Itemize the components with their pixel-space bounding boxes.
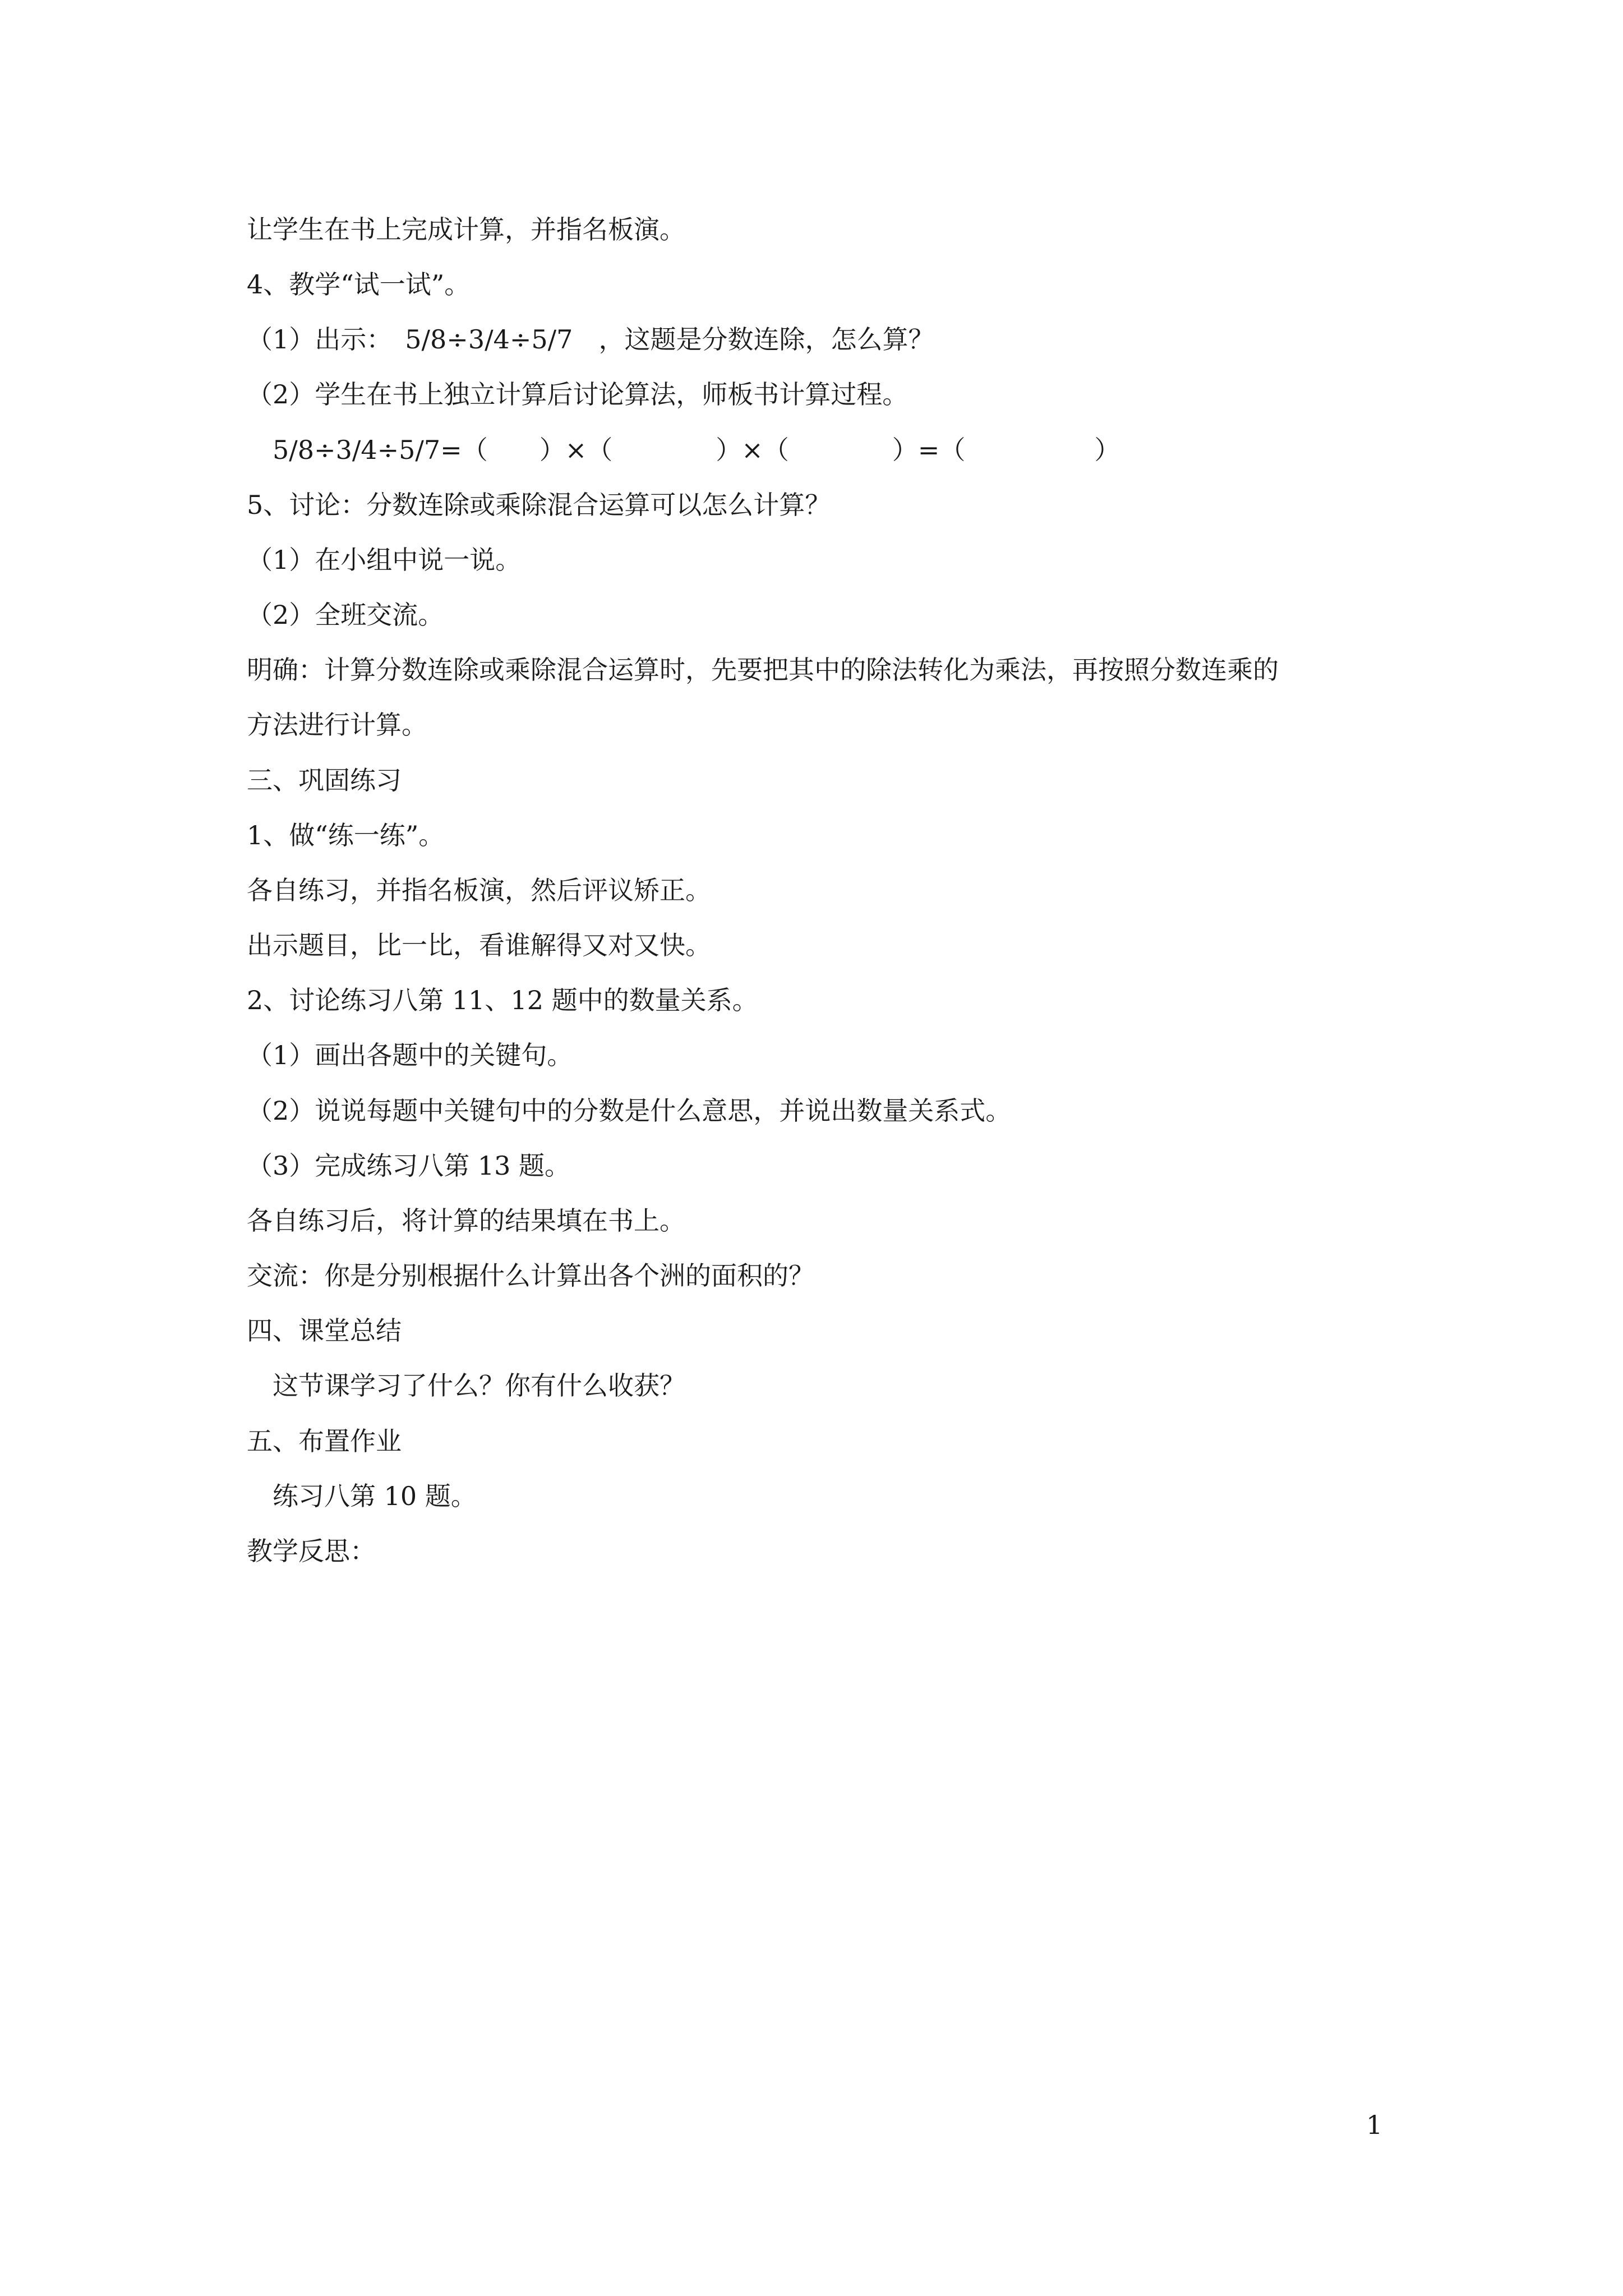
text-line-25: 教学反思： — [247, 1536, 376, 1566]
text-line-19: 各自练习后，将计算的结果填在书上。 — [247, 1205, 685, 1236]
text-line-7: （1）在小组中说一说。 — [247, 545, 522, 575]
text-line-24: 练习八第 10 题。 — [247, 1481, 477, 1511]
text-line-22: 这节课学习了什么？你有什么收获？ — [247, 1370, 685, 1401]
text-line-6: 5、讨论：分数连除或乘除混合运算可以怎么计算？ — [247, 490, 831, 520]
text-line-20: 交流：你是分别根据什么计算出各个洲的面积的？ — [247, 1260, 814, 1291]
text-line-14: 出示题目，比一比，看谁解得又对又快。 — [247, 930, 711, 960]
page-number: 1 — [1366, 2110, 1383, 2140]
text-line-1: 让学生在书上完成计算，并指名板演。 — [247, 214, 685, 245]
text-line-8: （2）全班交流。 — [247, 600, 444, 630]
text-line-23: 五、布置作业 — [247, 1426, 402, 1456]
text-line-2: 4、教学“试一试”。 — [247, 269, 471, 300]
text-line-12: 1、做“练一练”。 — [247, 820, 445, 850]
text-line-10: 方法进行计算。 — [247, 710, 427, 740]
text-line-17: （2）说说每题中关键句中的分数是什么意思，并说出数量关系式。 — [247, 1096, 1012, 1126]
text-line-5: 5/8÷3/4÷5/7=（ ）×（ ）×（ ）=（ ） — [247, 435, 1121, 465]
text-line-18: （3）完成练习八第 13 题。 — [247, 1151, 571, 1181]
text-line-15: 2、讨论练习八第 11、12 题中的数量关系。 — [247, 985, 758, 1015]
text-line-3: （1）出示： 5/8÷3/4÷5/7 ，这题是分数连除，怎么算？ — [247, 324, 934, 355]
text-line-13: 各自练习，并指名板演，然后评议矫正。 — [247, 875, 711, 905]
text-line-9: 明确：计算分数连除或乘除混合运算时，先要把其中的除法转化为乘法，再按照分数连乘的 — [247, 655, 1279, 685]
text-line-21: 四、课堂总结 — [247, 1315, 402, 1346]
text-line-4: （2）学生在书上独立计算后讨论算法，师板书计算过程。 — [247, 379, 909, 409]
text-line-11: 三、巩固练习 — [247, 765, 402, 795]
text-line-16: （1）画出各题中的关键句。 — [247, 1040, 573, 1070]
